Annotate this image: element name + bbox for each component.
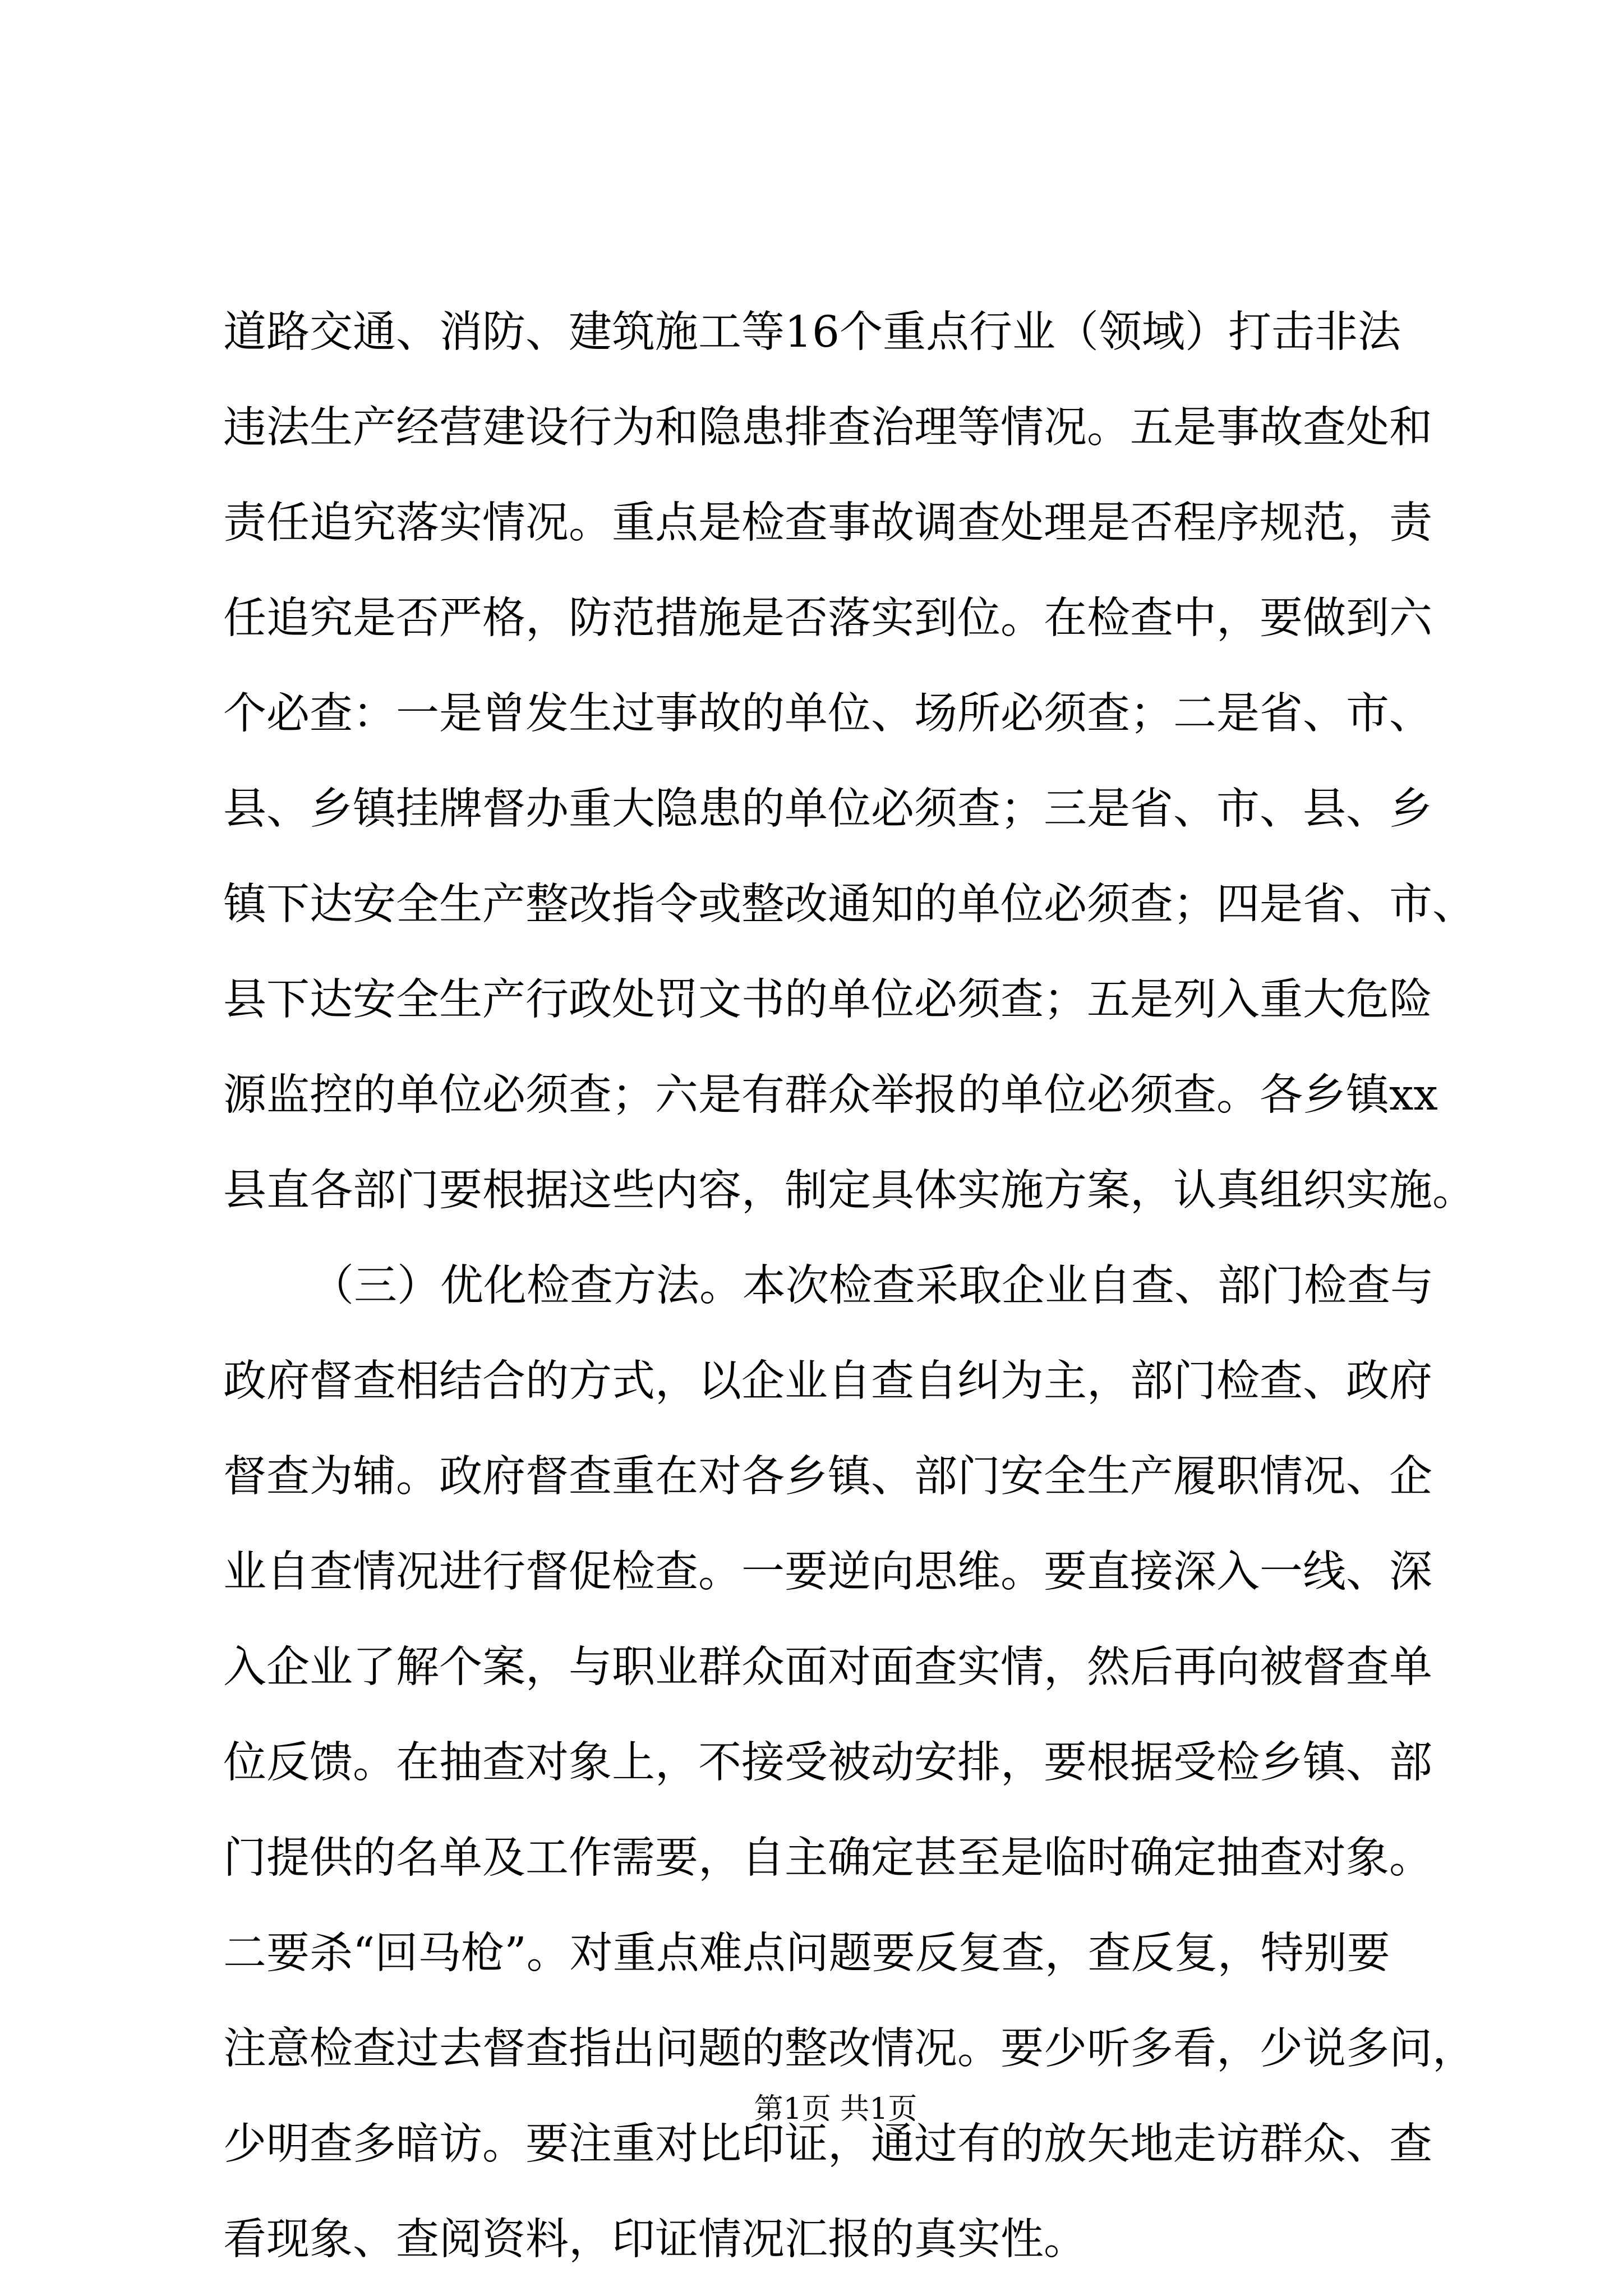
paragraph-line: （三）优化检查方法。本次检查采取企业自查、部门检查与 [311, 1261, 1433, 1311]
paragraph-line: 县直各部门要根据这些内容，制定具体实施方案，认真组织实施。 [223, 1166, 1476, 1216]
paragraph-line: 督查为辅。政府督查重在对各乡镇、部门安全生产履职情况、企 [223, 1452, 1432, 1502]
paragraph-line: 入企业了解个案，与职业群众面对面查实情，然后再向被督查单 [223, 1642, 1432, 1692]
paragraph-line: 镇下达安全生产整改指令或整改通知的单位必须查；四是省、市、 [223, 880, 1476, 930]
paragraph-line: 违法生产经营建设行为和隐患排查治理等情况。五是事故查处和 [223, 403, 1432, 453]
paragraph-line: 门提供的名单及工作需要，自主确定甚至是临时确定抽查对象。 [223, 1833, 1432, 1883]
paragraph-line: 业自查情况进行督促检查。一要逆向思维。要直接深入一线、深 [223, 1547, 1432, 1597]
page-number-footer: 第1页 共1页 [754, 2092, 917, 2126]
paragraph-line: 道路交通、消防、建筑施工等16个重点行业（领域）打击非法 [223, 307, 1401, 357]
paragraph-line: 注意检查过去督查指出问题的整改情况。要少听多看，少说多问， [223, 2024, 1476, 2074]
paragraph-line: 看现象、查阅资料，印证情况汇报的真实性。 [223, 2215, 1087, 2265]
paragraph-line: 责任追究落实情况。重点是检查事故调查处理是否程序规范，责 [223, 498, 1432, 548]
paragraph-line: 县下达安全生产行政处罚文书的单位必须查；五是列入重大危险 [223, 975, 1432, 1025]
paragraph-line: 任追究是否严格，防范措施是否落实到位。在检查中，要做到六 [223, 593, 1432, 643]
paragraph-line: 个必查：一是曾发生过事故的单位、场所必须查；二是省、市、 [223, 689, 1432, 739]
paragraph-line: 县、乡镇挂牌督办重大隐患的单位必须查；三是省、市、县、乡 [223, 784, 1432, 834]
paragraph-line: 源监控的单位必须查；六是有群众举报的单位必须查。各乡镇xx [223, 1070, 1438, 1120]
paragraph-line: 政府督查相结合的方式，以企业自查自纠为主，部门检查、政府 [223, 1356, 1432, 1406]
paragraph-line: 少明查多暗访。要注重对比印证，通过有的放矢地走访群众、查 [223, 2119, 1432, 2169]
paragraph-line: 位反馈。在抽查对象上，不接受被动安排，要根据受检乡镇、部 [223, 1738, 1432, 1788]
paragraph-line: 二要杀“回马枪”。对重点难点问题要反复查，查反复，特别要 [223, 1929, 1390, 1978]
